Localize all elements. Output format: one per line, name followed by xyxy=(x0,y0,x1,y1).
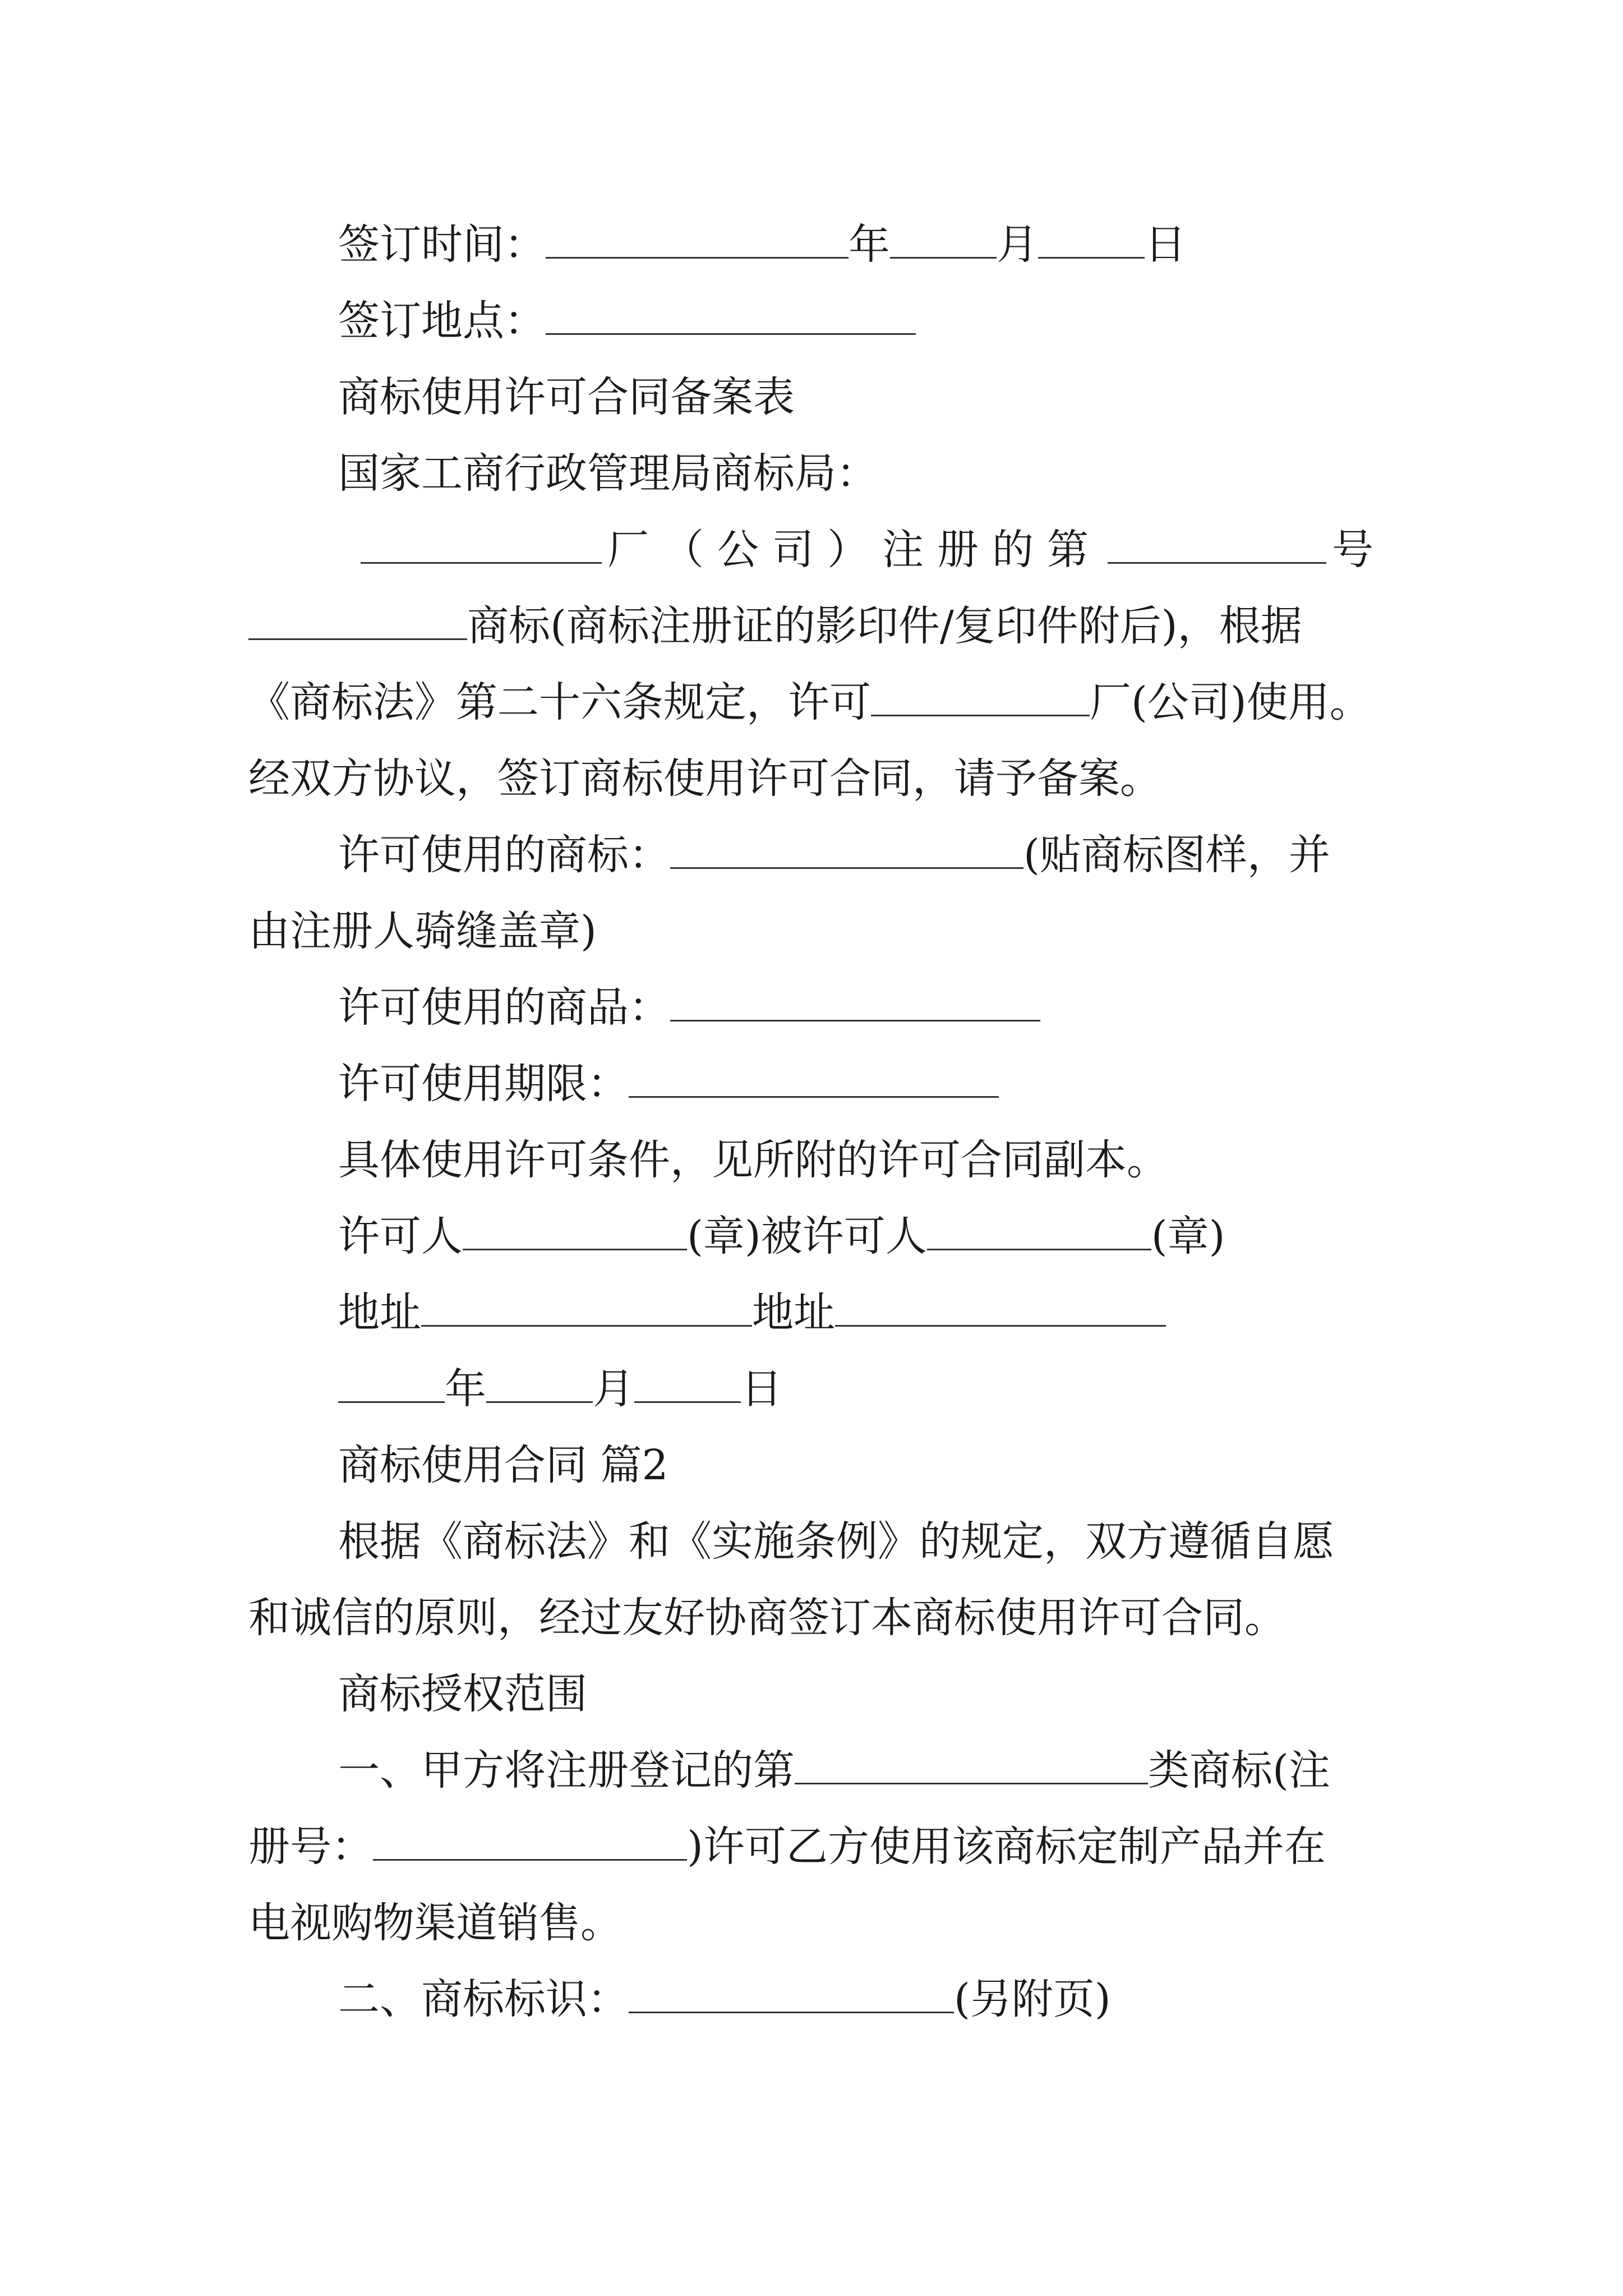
seal-note-line: 由注册人骑缝盖章) xyxy=(248,907,597,955)
section-title-contract-2: 商标使用合同 篇2 xyxy=(338,1441,668,1489)
license-law-line: 《商标法》第二十六条规定，许可 厂(公司)使用。 xyxy=(248,675,1387,729)
blank-licensee-sign xyxy=(927,1209,1151,1250)
blank-trademark xyxy=(248,599,467,640)
blank-reg-no xyxy=(1108,523,1326,564)
trademark-line: 商标(商标注册证的影印件/复印件附后)，根据 xyxy=(248,599,1387,653)
address-line: 地址 地址 xyxy=(248,1286,1387,1340)
signing-place-line: 签订地点： xyxy=(248,294,1387,348)
agreement-line: 经双方协议，签订商标使用许可合同，请予备案。 xyxy=(248,754,1161,803)
blank-licensor xyxy=(463,1209,687,1250)
blank-day xyxy=(1038,218,1145,259)
blank-factory xyxy=(361,523,602,564)
blank-month-2 xyxy=(486,1362,593,1403)
signing-date-line: 签订时间： 年 月 日 xyxy=(248,218,1387,272)
blank-month xyxy=(890,218,997,259)
parties-line: 许可人 (章)被许可人 (章) xyxy=(248,1209,1387,1263)
clause-2-line: 二、商标标识： (另附页) xyxy=(248,1972,1387,2026)
blank-day-2 xyxy=(634,1362,741,1403)
blank-licensee xyxy=(871,675,1090,716)
scope-heading: 商标授权范围 xyxy=(338,1670,587,1718)
preamble-line-2: 和诚信的原则，经过友好协商签订本商标使用许可合同。 xyxy=(248,1594,1286,1642)
licensed-goods-line: 许可使用的商品： xyxy=(248,981,1387,1034)
conditions-line: 具体使用许可条件，见所附的许可合同副本。 xyxy=(338,1136,1168,1184)
blank-year xyxy=(546,218,849,259)
registration-line: 厂（公司）注册的第 号 xyxy=(248,523,1387,577)
clause-1-line-2: 册号： )许可乙方使用该商标定制产品并在 xyxy=(248,1820,1387,1874)
clause-1-line-3: 电视购物渠道销售。 xyxy=(248,1899,622,1947)
blank-place xyxy=(546,294,916,335)
blank-licensed-trademark xyxy=(670,828,1023,869)
blank-term xyxy=(629,1057,999,1098)
addressee-line: 国家工商行政管理局商标局： xyxy=(338,449,878,498)
license-term-line: 许可使用期限： xyxy=(248,1057,1387,1111)
section-title-filing-form: 商标使用许可合同备案表 xyxy=(338,373,795,421)
date-line: 年 月 日 xyxy=(248,1362,1387,1416)
licensed-trademark-line: 许可使用的商标： (贴商标图样，并 xyxy=(248,828,1387,882)
blank-year-2 xyxy=(338,1362,445,1403)
blank-class xyxy=(795,1743,1148,1784)
preamble-line-1: 根据《商标法》和《实施条例》的规定，双方遵循自愿 xyxy=(338,1517,1334,1566)
blank-reg-number xyxy=(373,1820,687,1861)
blank-address-2 xyxy=(835,1286,1166,1327)
blank-address-1 xyxy=(421,1286,752,1327)
blank-goods xyxy=(670,981,1040,1022)
clause-1-line-1: 一、甲方将注册登记的第 类商标(注 xyxy=(248,1743,1387,1797)
blank-trademark-mark xyxy=(629,1972,954,2013)
